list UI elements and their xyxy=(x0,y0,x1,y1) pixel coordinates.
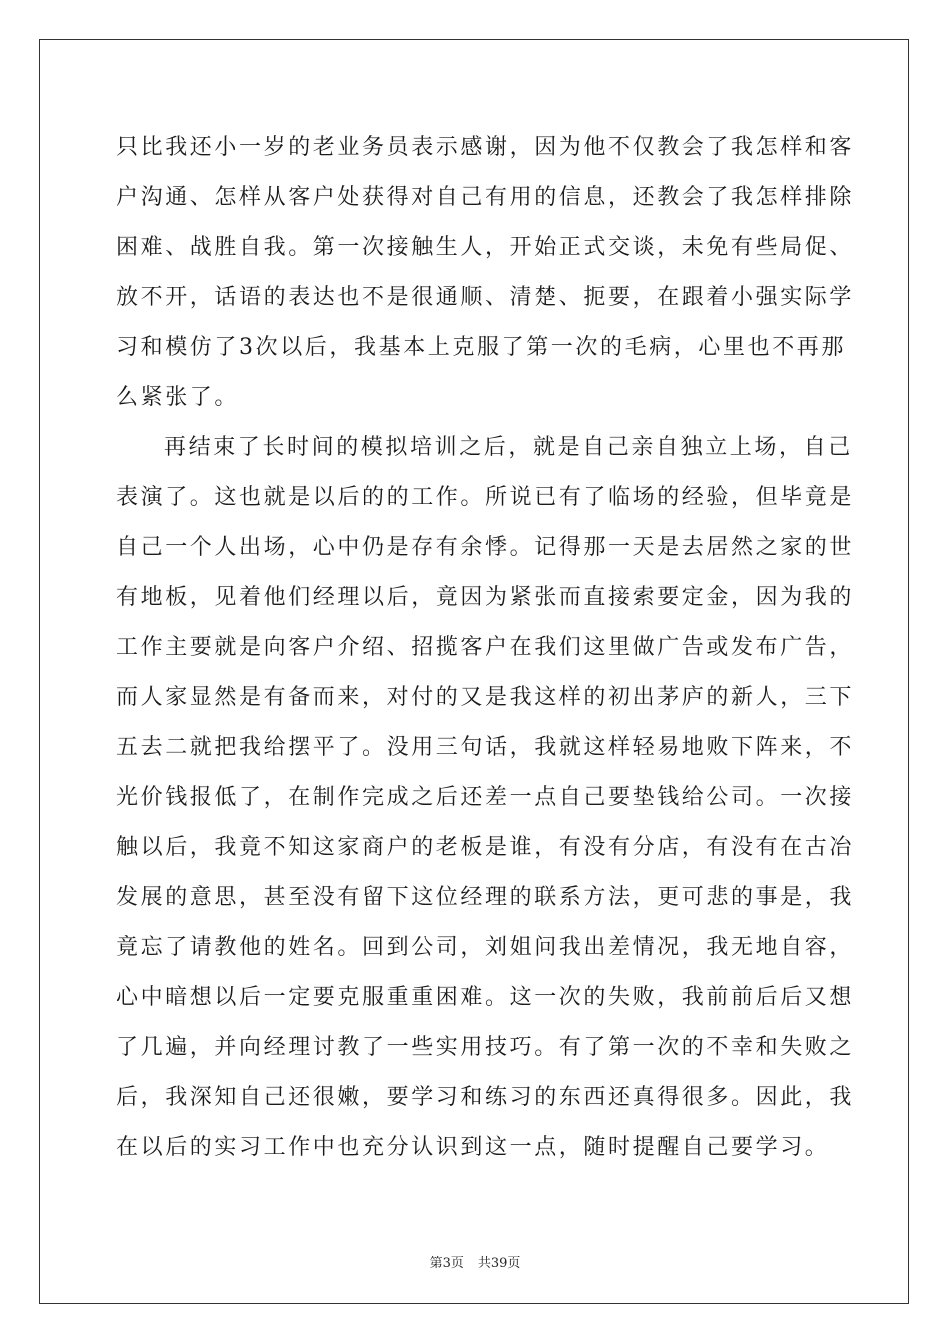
text-line: 五去二就把我给摆平了。没用三句话，我就这样轻易地败下阵来，不 xyxy=(116,735,855,760)
text-line: 发展的意思，甚至没有留下这位经理的联系方法，更可悲的事是，我 xyxy=(116,885,855,910)
text-line: 后，我深知自己还很嫩，要学习和练习的东西还真得很多。因此，我 xyxy=(116,1085,855,1110)
text-line: 了几遍，并向经理讨教了一些实用技巧。有了第一次的不幸和失败之 xyxy=(116,1035,855,1060)
text-line: 在以后的实习工作中也充分认识到这一点，随时提醒自己要学习。 xyxy=(116,1135,830,1160)
text-line: 表演了。这也就是以后的的工作。所说已有了临场的经验，但毕竟是 xyxy=(116,485,855,510)
page-total: 共39页 xyxy=(477,1256,521,1271)
page-number: 第3页 xyxy=(429,1256,464,1271)
text-line: 有地板，见着他们经理以后，竟因为紧张而直接索要定金，因为我的 xyxy=(116,585,855,610)
text-line: 只比我还小一岁的老业务员表示感谢，因为他不仅教会了我怎样和客 xyxy=(116,135,855,160)
text-line: 竟忘了请教他的姓名。回到公司，刘姐问我出差情况，我无地自容， xyxy=(116,935,855,960)
text-line: 光价钱报低了，在制作完成之后还差一点自己要垫钱给公司。一次接 xyxy=(116,785,855,810)
text-line: 触以后，我竟不知这家商户的老板是谁，有没有分店，有没有在古冶 xyxy=(116,835,855,860)
text-line: 工作主要就是向客户介绍、招揽客户在我们这里做广告或发布广告， xyxy=(116,635,855,660)
text-line: 放不开，话语的表达也不是很通顺、清楚、扼要，在跟着小强实际学 xyxy=(116,285,855,310)
text-line: 心中暗想以后一定要克服重重困难。这一次的失败，我前前后后又想 xyxy=(116,985,855,1010)
text-line: 而人家显然是有备而来，对付的又是我这样的初出茅庐的新人，三下 xyxy=(116,685,855,710)
text-line: 习和模仿了3次以后，我基本上克服了第一次的毛病，心里也不再那 xyxy=(116,335,846,360)
paragraph-first-line: 再结束了长时间的模拟培训之后，就是自己亲自独立上场，自己 xyxy=(164,435,853,460)
document-body xyxy=(116,126,855,1176)
text-line: 户沟通、怎样从客户处获得对自己有用的信息，还教会了我怎样排除 xyxy=(116,185,855,210)
text-line: 自己一个人出场，心中仍是存有余悸。记得那一天是去居然之家的世 xyxy=(116,535,855,560)
text-line: 么紧张了。 xyxy=(116,385,240,410)
page-footer xyxy=(0,1252,950,1271)
text-line: 困难、战胜自我。第一次接触生人，开始正式交谈，未免有些局促、 xyxy=(116,235,855,260)
